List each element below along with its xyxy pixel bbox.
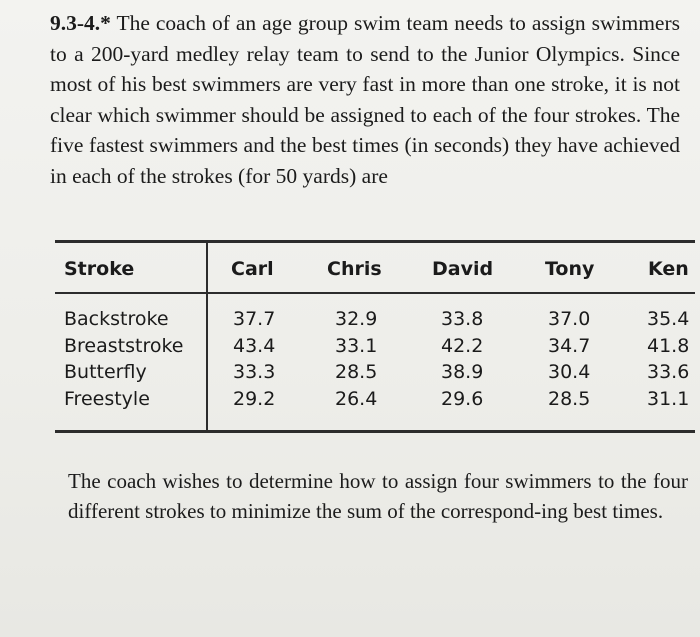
time-cell: 30.4 bbox=[548, 361, 591, 383]
header-tony: Tony bbox=[545, 258, 595, 280]
stroke-column bbox=[64, 306, 184, 412]
time-cell: 26.4 bbox=[335, 387, 378, 410]
time-cell: 42.2 bbox=[441, 334, 484, 357]
time-cell: 33.8 bbox=[441, 308, 484, 330]
time-cell: 33.6 bbox=[647, 361, 690, 383]
time-cell: 34.7 bbox=[548, 334, 591, 357]
table-stub-divider bbox=[206, 243, 208, 430]
time-cell: 33.1 bbox=[335, 334, 378, 357]
problem-text: The coach of an age group swim team needs to assign swimmers to a 200-yard medley relay team to send to the Junior Olympics. Since most of his best swimmers are very fast in more than one stroke, it is not clear which swimmer should be assigned to each of the four strokes. The five fastest swimmers and the best times (in seconds) they have achieved in each of the strokes (for 50 yards) are bbox=[50, 11, 680, 188]
stroke-name: Butterfly bbox=[64, 361, 147, 383]
table-bottom-rule bbox=[55, 430, 695, 433]
header-chris: Chris bbox=[327, 258, 382, 280]
time-cell: 33.3 bbox=[233, 361, 276, 383]
header-carl: Carl bbox=[231, 258, 274, 280]
swim-times-table bbox=[55, 240, 695, 440]
time-cell: 32.9 bbox=[335, 308, 378, 330]
ken-column bbox=[647, 306, 689, 412]
time-cell: 31.1 bbox=[647, 387, 690, 410]
problem-statement bbox=[50, 8, 680, 192]
stroke-name: Backstroke bbox=[64, 308, 169, 330]
time-cell: 37.7 bbox=[233, 308, 276, 330]
time-cell: 28.5 bbox=[548, 387, 591, 410]
table-header-rule bbox=[55, 292, 695, 294]
carl-column bbox=[233, 306, 275, 412]
david-column bbox=[441, 306, 483, 412]
closing-paragraph: The coach wishes to determine how to assign four swimmers to the four different strokes to minimize the sum of the correspond-ing best times. bbox=[68, 469, 688, 523]
header-david: David bbox=[432, 258, 494, 280]
time-cell: 28.5 bbox=[335, 361, 378, 383]
problem-number: 9.3-4.* bbox=[50, 11, 111, 35]
time-cell: 35.4 bbox=[647, 308, 690, 330]
time-cell: 37.0 bbox=[548, 308, 591, 330]
time-cell: 43.4 bbox=[233, 334, 276, 357]
header-ken: Ken bbox=[648, 258, 689, 280]
chris-column bbox=[335, 306, 377, 412]
table-top-rule bbox=[55, 240, 695, 243]
time-cell: 41.8 bbox=[647, 334, 690, 357]
stroke-name: Freestyle bbox=[64, 387, 150, 410]
stroke-name: Breaststroke bbox=[64, 334, 184, 357]
tony-column bbox=[548, 306, 590, 412]
time-cell: 29.6 bbox=[441, 387, 484, 410]
time-cell: 38.9 bbox=[441, 361, 484, 383]
header-stroke: Stroke bbox=[64, 258, 135, 280]
time-cell: 29.2 bbox=[233, 387, 276, 410]
